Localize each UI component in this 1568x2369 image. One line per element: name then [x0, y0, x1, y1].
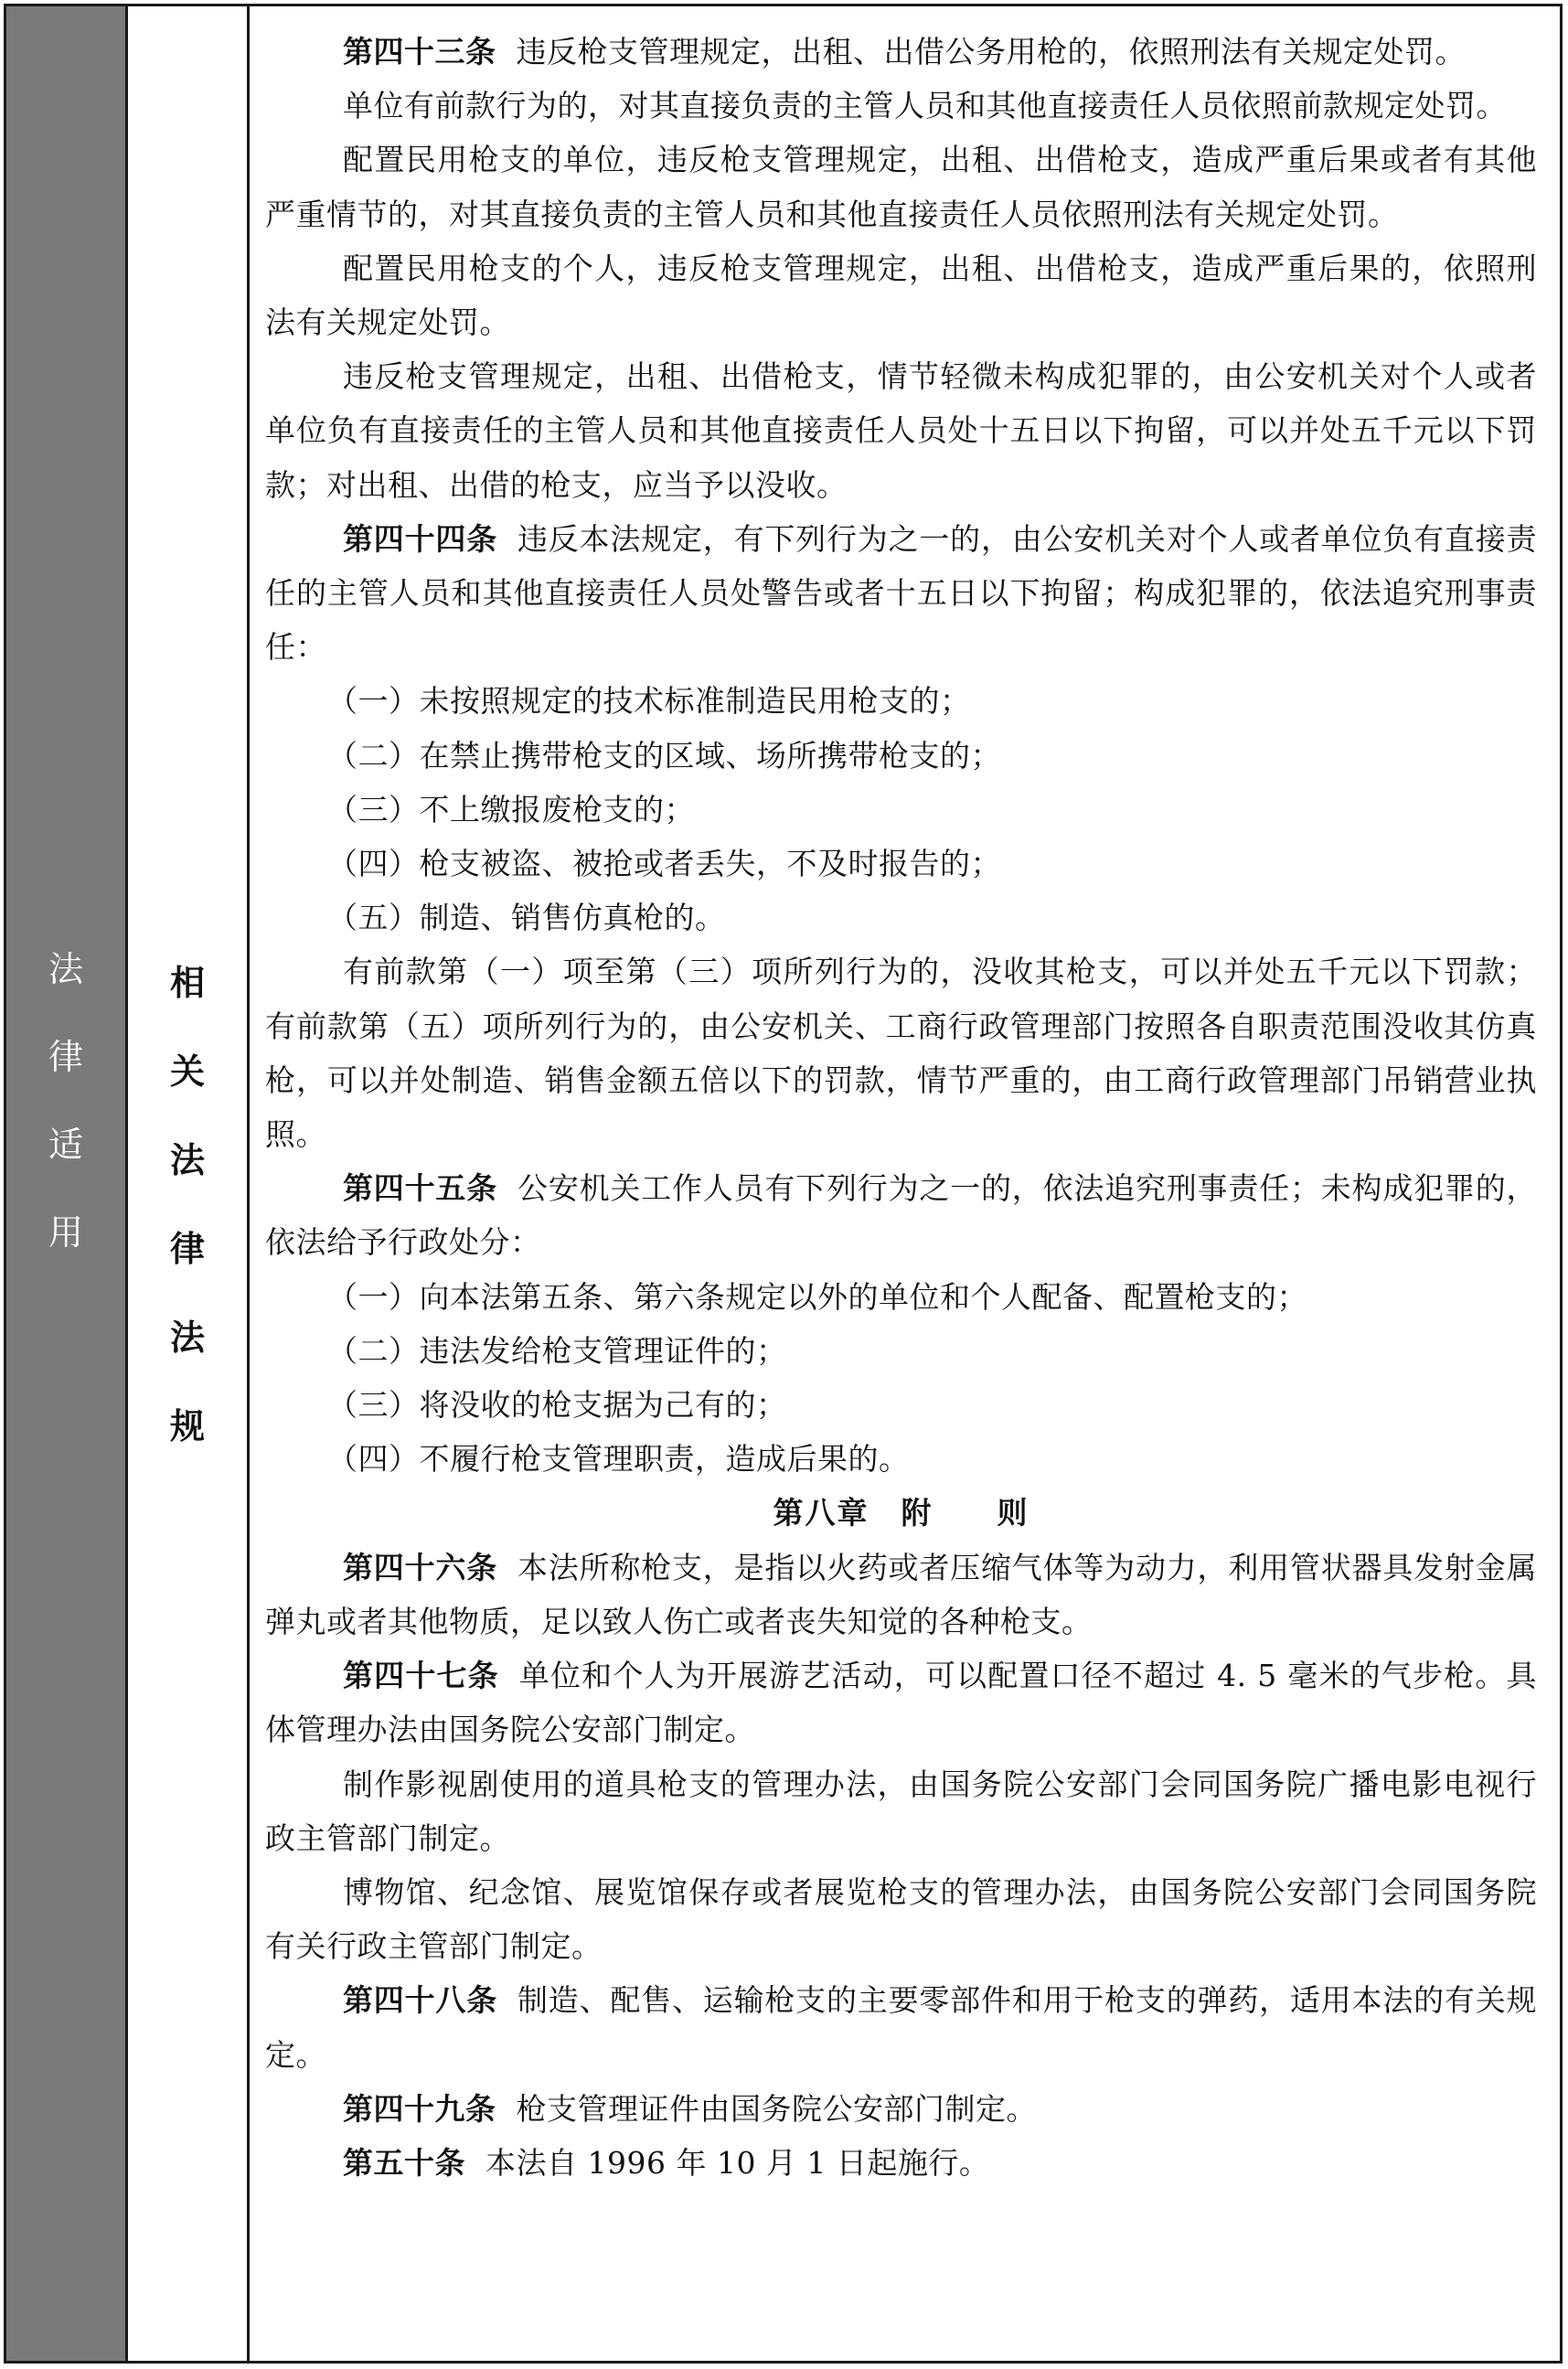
list-item: （四）枪支被盗、被抢或者丢失，不及时报告的； [327, 846, 1001, 882]
article-number: 第五十条 [343, 2144, 465, 2181]
article-text: 公安机关工作人员有下列行为之一的，依法追究刑事责任；未构成犯罪的，依法给予行政处分： [265, 1170, 1538, 1261]
article-text: 制造、配售、运输枪支的主要零部件和用于枪支的弹药，适用本法的有关规定。 [265, 1982, 1538, 2073]
list-item: （五）制造、销售仿真枪的。 [327, 900, 726, 936]
article-paragraph [265, 2082, 1537, 2136]
article-number: 第四十六条 [343, 1549, 497, 1585]
list-item: （四）不履行枪支管理职责，造成后果的。 [327, 1441, 910, 1478]
article-number: 第四十八条 [343, 1982, 497, 2019]
subcategory-char: 法 [169, 1140, 205, 1180]
article-paragraph [265, 2136, 1537, 2190]
article-text: 违反枪支管理规定，出租、出借公务用枪的，依照刑法有关规定处罚。 [516, 34, 1466, 69]
list-item: （一）未按照规定的技术标准制造民用枪支的； [327, 683, 971, 720]
article-number: 第四十七条 [343, 1658, 499, 1694]
article-paragraph [265, 1161, 1537, 1269]
table-frame [4, 4, 1563, 2364]
category-char: 用 [48, 1212, 83, 1253]
article-text: 枪支管理证件由国务院公安部门制定。 [516, 2090, 1037, 2127]
article-paragraph [265, 1541, 1537, 1649]
article-text: 本法所称枪支，是指以火药或者压缩气体等为动力，利用管状器具发射金属弹丸或者其他物质，足以致人伤亡或者丧失知觉的各种枪支。 [265, 1549, 1538, 1639]
chapter-heading: 第八章 附 则 [773, 1495, 1029, 1531]
article-paragraph [265, 1649, 1537, 1756]
article-paragraph [265, 25, 1537, 79]
list-item: （二）在禁止携带枪支的区域、场所携带枪支的； [327, 737, 1001, 774]
paragraph: 违反枪支管理规定，出租、出借枪支，情节轻微未构成犯罪的，由公安机关对个人或者单位负有直接责任的主管人员和其他直接责任人员处十五日以下拘留，可以并处五千元以下罚款；对出租、出借的枪支，应当予以没收。 [265, 358, 1537, 503]
law-text-column [250, 6, 1560, 2361]
article-text: 单位和个人为开展游艺活动，可以配置口径不超过 4. 5 毫米的气步枪。具体管理办法由国务院公安部门制定。 [265, 1658, 1538, 1748]
paragraph: 博物馆、纪念馆、展览馆保存或者展览枪支的管理办法，由国务院公安部门会同国务院有关行政主管部门制定。 [265, 1873, 1537, 1965]
category-char: 法 [48, 949, 83, 989]
paragraph: 制作影视剧使用的道具枪支的管理办法，由国务院公安部门会同国务院广播电影电视行政主管部门制定。 [265, 1766, 1537, 1856]
list-item: （三）不上缴报废枪支的； [327, 791, 695, 827]
article-number: 第四十三条 [343, 34, 496, 69]
article-paragraph [265, 512, 1537, 675]
paragraph: 有前款第（一）项至第（三）项所列行为的，没收其枪支，可以并处五千元以下罚款；有前款第（五）项所列行为的，由公安机关、工商行政管理部门按照各自职责范围没收其仿真枪，可以并处制造、销售金额五倍以下的罚款，情节严重的，由工商行政管理部门吊销营业执照。 [265, 954, 1537, 1153]
category-char: 律 [48, 1037, 83, 1077]
list-item: （一）向本法第五条、第六条规定以外的单位和个人配备、配置枪支的； [327, 1278, 1307, 1315]
paragraph: 配置民用枪支的单位，违反枪支管理规定，出租、出借枪支，造成严重后果或者有其他严重情节的，对其直接负责的主管人员和其他直接责任人员依照刑法有关规定处罚。 [265, 142, 1537, 232]
subcategory-column [128, 6, 250, 2361]
article-paragraph [265, 1973, 1537, 2081]
category-label [6, 925, 125, 1276]
subcategory-char: 相 [169, 963, 205, 1003]
article-number: 第四十九条 [343, 2090, 496, 2127]
subcategory-label [128, 939, 247, 1471]
subcategory-char: 律 [169, 1229, 205, 1269]
article-text: 违反本法规定，有下列行为之一的，由公安机关对个人或者单位负有直接责任的主管人员和其他直接责任人员处警告或者十五日以下拘留；构成犯罪的，依法追究刑事责任： [265, 520, 1538, 666]
article-text: 本法自 1996 年 10 月 1 日起施行。 [485, 2144, 990, 2181]
subcategory-char: 法 [169, 1318, 205, 1358]
list-item: （三）将没收的枪支据为己有的； [327, 1387, 787, 1424]
subcategory-char: 规 [169, 1406, 205, 1446]
article-number: 第四十四条 [343, 520, 497, 557]
category-char: 适 [48, 1125, 83, 1165]
category-column [6, 6, 128, 2361]
article-number: 第四十五条 [343, 1170, 497, 1207]
list-item: （二）违法发给枪支管理证件的； [327, 1332, 787, 1369]
paragraph: 配置民用枪支的个人，违反枪支管理规定，出租、出借枪支，造成严重后果的，依照刑法有关规定处罚。 [265, 250, 1537, 341]
subcategory-char: 关 [169, 1051, 205, 1092]
paragraph: 单位有前款行为的，对其直接负责的主管人员和其他直接责任人员依照前款规定处罚。 [343, 88, 1507, 124]
